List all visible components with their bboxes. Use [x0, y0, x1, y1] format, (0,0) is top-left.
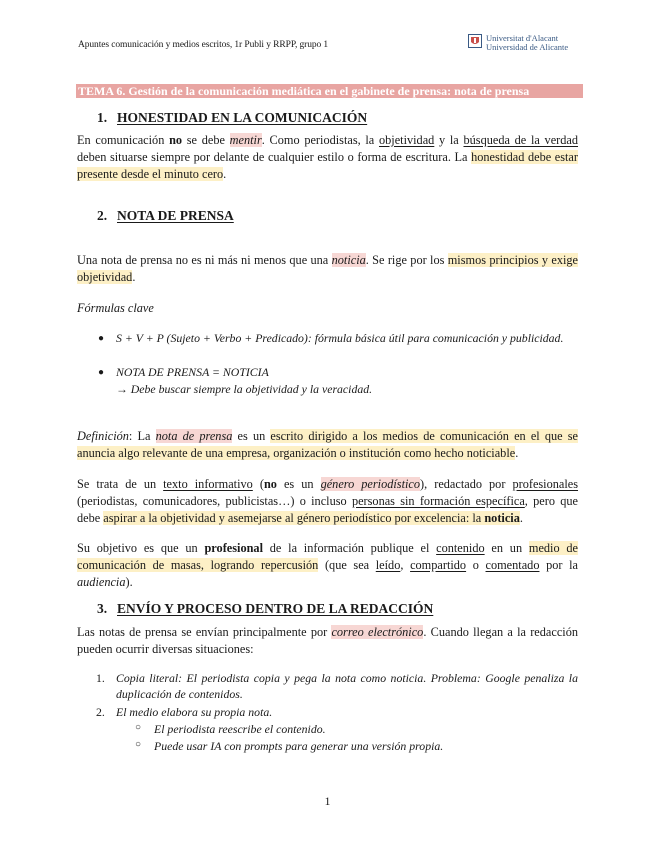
university-shield-icon — [468, 34, 482, 48]
list-item-2: El medio elabora su propia nota. — [116, 705, 273, 719]
section-1-paragraph: En comunicación no se debe mentir. Como periodistas, la objetividad y la búsqueda de la verdad deben situarse siempre por delante de cualquier estilo o forma de escritura. La honestidad debe estar presente desde el minuto cero. — [77, 133, 579, 181]
section-3-title: ENVÍO Y PROCESO DENTRO DE LA REDACCIÓN — [117, 601, 434, 616]
list-item-1: Copia literal: El periodista copia y pega la nota como noticia. Problema: Google penaliza la duplicación de contenidos. — [116, 671, 578, 701]
page-number: 1 — [324, 794, 331, 808]
formula-bullet-1: S + V + P (Sujeto + Verbo + Predicado): fórmula básica útil para comunicación y publicidad. — [116, 331, 564, 345]
topic-banner: TEMA 6. Gestión de la comunicación mediática en el gabinete de prensa: nota de prensa — [76, 84, 583, 98]
section-2-heading — [97, 208, 234, 224]
section-3-number: 3. — [97, 601, 108, 616]
circle-bullet-icon: ○ — [135, 739, 142, 750]
formula-bullet-2-note: → Debe buscar siempre la objetividad y la veracidad. — [116, 382, 373, 396]
circle-bullet-icon: ○ — [135, 722, 142, 733]
logo-line-1: Universitat d'Alacant — [486, 33, 559, 43]
bullet-icon: ● — [98, 367, 105, 378]
formula-bullet-2: NOTA DE PRENSA = NOTICIA — [116, 365, 269, 379]
section-2-title: NOTA DE PRENSA — [117, 208, 234, 223]
document-header-title: Apuntes comunicación y medios escritos, 1r Publi y RRPP, grupo 1 — [78, 40, 329, 50]
sub-item-2: Puede usar IA con prompts para generar una versión propia. — [154, 739, 444, 753]
section-1-heading — [97, 110, 367, 126]
section-2-number: 2. — [97, 208, 108, 223]
section-1-number: 1. — [97, 110, 108, 125]
formulas-label: Fórmulas clave — [77, 301, 154, 315]
logo-line-2: Universidad de Alicante — [486, 42, 569, 52]
section-2-intro: Una nota de prensa no es ni más ni menos que una noticia. Se rige por los mismos principios y exige objetividad. — [77, 253, 578, 284]
section-3-paragraph: Las notas de prensa se envían principalmente por correo electrónico. Cuando llegan a la redacción pueden ocurrir diversas situaciones: — [77, 625, 578, 656]
university-logo — [468, 34, 568, 52]
list-item-2-number: 2. — [96, 705, 105, 719]
section-1-title: HONESTIDAD EN LA COMUNICACIÓN — [117, 110, 368, 125]
section-3-heading — [97, 601, 433, 617]
definition-paragraph: Definición: La nota de prensa es un escrito dirigido a los medios de comunicación en el que se anuncia algo relevante de una empresa, organización o institución como hecho noticiable. — [77, 429, 578, 460]
bullet-icon: ● — [98, 333, 105, 344]
section-2-paragraph-3: Su objetivo es que un profesional de la información publique el contenido en un medio de comunicación de masas, logrando repercusión (que sea leído, compartido o comentado por la audiencia). — [77, 541, 579, 589]
list-item-1-number: 1. — [96, 671, 105, 685]
sub-item-1: El periodista reescribe el contenido. — [154, 722, 326, 736]
section-2-paragraph-2: Se trata de un texto informativo (no es un género periodístico), redactado por profesionales (periodistas, comunicadores, publicistas…) o incluso personas sin formación específica, pero que debe aspirar a la objetividad y asemejarse al género periodístico por excelencia: la noticia. — [77, 477, 579, 525]
